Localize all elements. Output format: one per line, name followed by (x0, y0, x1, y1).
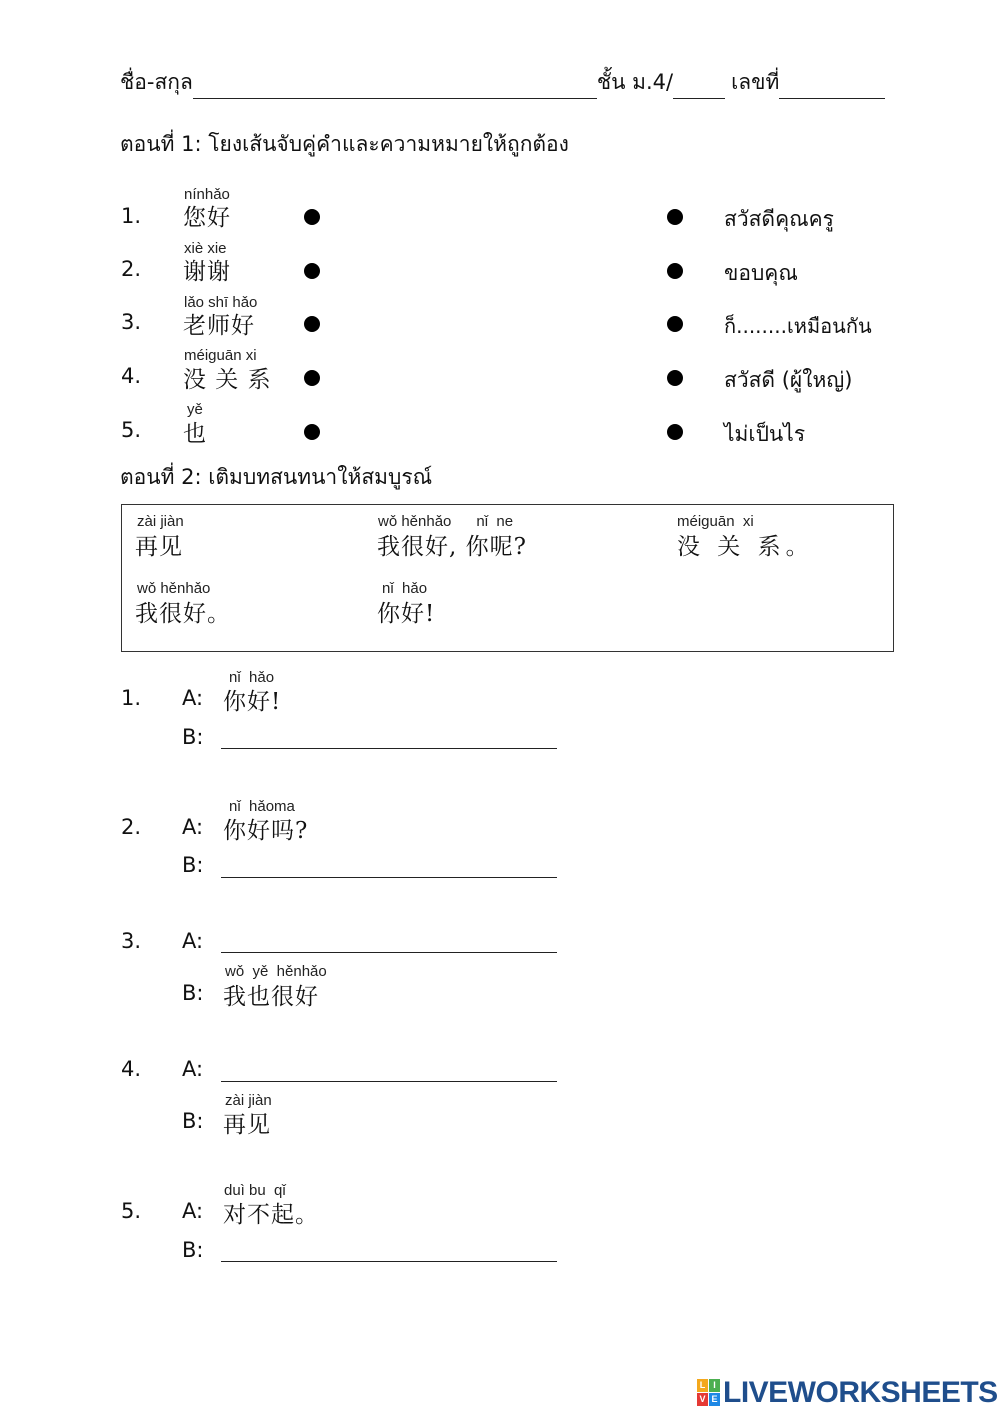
part1-title: ตอนที่ 1: โยงเส้นจับคู่คำและความหมายให้ถูกต้อง (120, 132, 569, 156)
bank-pinyin: méiguān xi (677, 513, 754, 530)
class-label: ชั้น ม.4/ (596, 70, 674, 94)
meaning-text: ก็........เหมือนกัน (724, 314, 872, 338)
item-hanzi: 谢谢 (183, 259, 231, 285)
answer-input[interactable] (221, 875, 557, 878)
dialogue-pinyin: nǐ hǎo (229, 669, 275, 686)
item-pinyin: yě (187, 401, 203, 418)
bank-hanzi: 没 关 系。 (677, 534, 814, 560)
match-dot-right-5[interactable] (667, 424, 683, 440)
match-dot-right-3[interactable] (667, 316, 683, 332)
dialogue-pinyin: zài jiàn (225, 1092, 272, 1109)
dialogue-hanzi: 我也很好 (223, 984, 319, 1010)
part2-title: ตอนที่ 2: เติมบทสนทนาให้สมบูรณ์ (120, 465, 433, 489)
item-pinyin: méiguān xi (184, 347, 257, 364)
bank-hanzi: 你好! (377, 601, 436, 627)
item-pinyin: nínhǎo (184, 186, 230, 203)
logo-square: L (697, 1379, 708, 1392)
answer-input[interactable] (221, 950, 557, 953)
item-pinyin: xiè xie (184, 240, 227, 257)
name-field[interactable] (193, 78, 597, 99)
dialogue-number: 1. (121, 686, 142, 710)
number-label: เลขที่ (731, 70, 780, 94)
bank-pinyin: wǒ hěnhǎo (137, 580, 211, 597)
match-dot-left-3[interactable] (304, 316, 320, 332)
dialogue-hanzi: 你好吗? (223, 818, 309, 844)
dialogue-number: 3. (121, 929, 142, 953)
dialogue-hanzi: 再见 (223, 1112, 271, 1138)
dialogue-pinyin: duì bu qǐ (224, 1182, 286, 1199)
bank-hanzi: 我很好。 (135, 601, 231, 627)
header-line (120, 66, 885, 99)
speaker-b-label: B: (182, 725, 204, 749)
class-field[interactable] (673, 78, 725, 99)
meaning-text: ขอบคุณ (724, 261, 798, 285)
item-hanzi: 您好 (183, 205, 231, 231)
item-number: 2. (121, 257, 142, 281)
item-number: 5. (121, 418, 142, 442)
speaker-b-label: B: (182, 1238, 204, 1262)
logo-text: LIVEWORKSHEETS (723, 1376, 998, 1409)
answer-input[interactable] (221, 1079, 557, 1082)
speaker-a-label: A: (182, 686, 204, 710)
speaker-b-label: B: (182, 1109, 204, 1133)
logo-square: I (709, 1379, 720, 1392)
speaker-a-label: A: (182, 815, 204, 839)
meaning-text: สวัสดี (ผู้ใหญ่) (724, 368, 853, 392)
logo-square: E (709, 1393, 720, 1406)
dialogue-hanzi: 对不起。 (223, 1202, 319, 1228)
bank-pinyin: nǐ hǎo (382, 580, 428, 597)
dialogue-hanzi: 你好! (223, 689, 282, 715)
name-label: ชื่อ-สกุล (120, 70, 193, 94)
meaning-text: สวัสดีคุณครู (724, 207, 834, 231)
speaker-a-label: A: (182, 1199, 204, 1223)
speaker-a-label: A: (182, 929, 204, 953)
speaker-b-label: B: (182, 853, 204, 877)
dialogue-number: 5. (121, 1199, 142, 1223)
match-dot-right-4[interactable] (667, 370, 683, 386)
answer-input[interactable] (221, 1259, 557, 1262)
match-dot-right-2[interactable] (667, 263, 683, 279)
dialogue-pinyin: wǒ yě hěnhǎo (225, 963, 327, 980)
dialogue-number: 4. (121, 1057, 142, 1081)
match-dot-left-4[interactable] (304, 370, 320, 386)
meaning-text: ไม่เป็นไร (724, 422, 806, 446)
item-number: 1. (121, 204, 142, 228)
match-dot-left-2[interactable] (304, 263, 320, 279)
item-hanzi: 也 (183, 421, 207, 447)
logo-squares-icon (697, 1379, 721, 1407)
match-dot-right-1[interactable] (667, 209, 683, 225)
bank-pinyin: wǒ hěnhǎo nǐ ne (378, 513, 514, 530)
answer-input[interactable] (221, 746, 557, 749)
dialogue-number: 2. (121, 815, 142, 839)
number-field[interactable] (779, 78, 885, 99)
match-dot-left-5[interactable] (304, 424, 320, 440)
speaker-b-label: B: (182, 981, 204, 1005)
item-hanzi: 没 关 系 (183, 367, 272, 393)
logo-square: V (697, 1393, 708, 1406)
speaker-a-label: A: (182, 1057, 204, 1081)
item-hanzi: 老师好 (183, 313, 255, 339)
dialogue-pinyin: nǐ hǎoma (229, 798, 295, 815)
item-pinyin: lǎo shī hǎo (184, 294, 258, 311)
match-dot-left-1[interactable] (304, 209, 320, 225)
item-number: 3. (121, 310, 142, 334)
bank-pinyin: zài jiàn (137, 513, 184, 530)
bank-hanzi: 我很好, 你呢? (377, 534, 527, 560)
bank-hanzi: 再见 (135, 534, 183, 560)
item-number: 4. (121, 364, 142, 388)
